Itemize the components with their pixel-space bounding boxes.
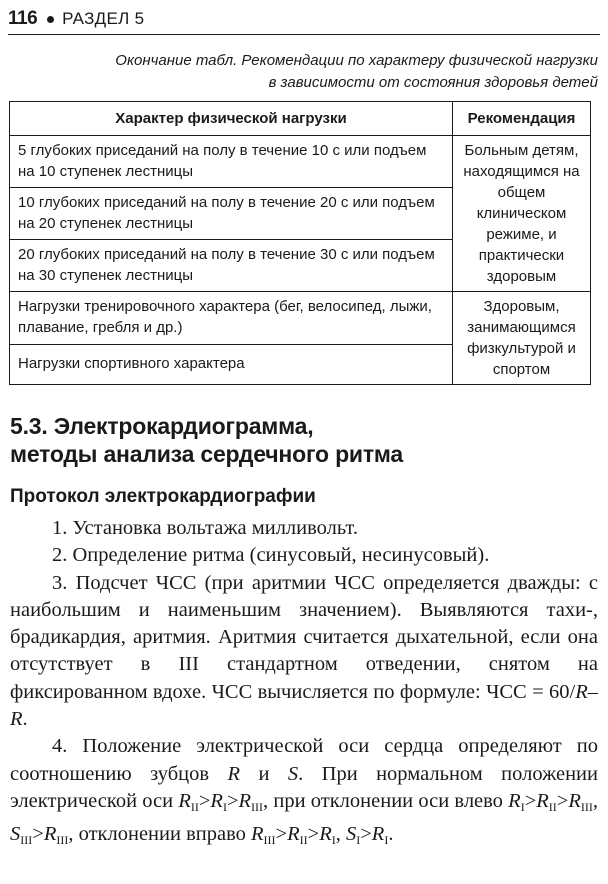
recommendation-cell: Больным детям, находящимся на общем клиническом режиме, и практически здоровым xyxy=(453,136,591,292)
item4-text-a: 4. Положение электрической оси сердца определяют по соотношению зубцов xyxy=(10,735,598,785)
section-heading xyxy=(10,412,600,468)
table-row xyxy=(10,136,591,188)
recommendation-cell: Здоровым, занимающимся физкультурой и спортом xyxy=(453,292,591,385)
load-cell: Нагрузки тренировочного характера (бег, велосипед, лыжи, плавание, гребля и др.) xyxy=(10,292,453,345)
item4-text-b: . При нормальном положении электрической оси xyxy=(10,762,598,812)
item3-text: 3. Подсчет ЧСС (при аритмии ЧСС определяется дважды: с наибольшим и наименьшим значением). Выявляются тахи-, брадикардия, аритмия. Аритмия считается дыхательной, если она отсутствует в III стандартном отведении, снятом на фиксированном вдохе. ЧСС вычисляется по формуле: xyxy=(10,571,598,703)
wave-s: S xyxy=(287,762,299,785)
section-heading-line-2: методы анализа сердечного ритма xyxy=(10,441,404,467)
header-rule xyxy=(8,34,600,35)
column-header-recommendation: Рекомендация xyxy=(453,102,591,136)
table-row xyxy=(10,292,591,345)
hr-formula: ЧСС = 60/R–R. xyxy=(10,680,598,731)
load-cell: 5 глубоких приседаний на полу в течение 10 с или подъем на 10 ступенек лестницы xyxy=(10,136,453,188)
and-text: и xyxy=(240,762,288,785)
column-header-load: Характер физической нагрузки xyxy=(10,102,453,136)
load-cell: 10 глубоких приседаний на полу в течение 20 с или подъем на 20 ступенек лестницы xyxy=(10,188,453,240)
running-header xyxy=(8,6,600,32)
formula-normal: $R_{II}>R_I>R_{III}$ xyxy=(178,789,264,814)
load-cell: Нагрузки спортивного характера xyxy=(10,345,453,385)
list-item: 2. Определение ритма (синусовый, несинусовый). xyxy=(52,544,490,567)
item4-text-d: , отклонении вправо xyxy=(68,823,246,846)
bullet-dot-icon xyxy=(47,16,54,23)
recommendations-table xyxy=(9,101,591,385)
list-item xyxy=(10,733,598,854)
table-caption xyxy=(38,50,598,94)
formula-left: $R_I>R_{II}>R_{III}$, $S_{III}>R_{III}$ xyxy=(10,789,598,848)
item4-text-c: , при отклонении оси влево xyxy=(263,789,503,812)
section-heading-line-1: 5.3. Электрокардиограмма, xyxy=(10,413,314,439)
load-cell: 20 глубоких приседаний на полу в течение 30 с или подъем на 30 ступенек лестницы xyxy=(10,240,453,292)
wave-r: R xyxy=(227,762,241,785)
formula-right: $R_{III}>R_{II}>R_I$, $S_I>R_I$ xyxy=(251,823,389,848)
table-header-row xyxy=(10,102,591,136)
page-number: 116 xyxy=(8,8,38,29)
list-item xyxy=(10,570,598,734)
section-label: РАЗДЕЛ 5 xyxy=(62,9,145,28)
caption-line-1: Окончание табл. Рекомендации по характеру физической нагрузки xyxy=(115,52,598,69)
body-text xyxy=(10,515,598,855)
subheading: Протокол электрокардиографии xyxy=(10,486,316,507)
end-period: . xyxy=(388,823,394,846)
caption-line-2: в зависимости от состояния здоровья детей xyxy=(268,74,598,91)
list-item: 1. Установка вольтажа милливольт. xyxy=(52,517,358,539)
